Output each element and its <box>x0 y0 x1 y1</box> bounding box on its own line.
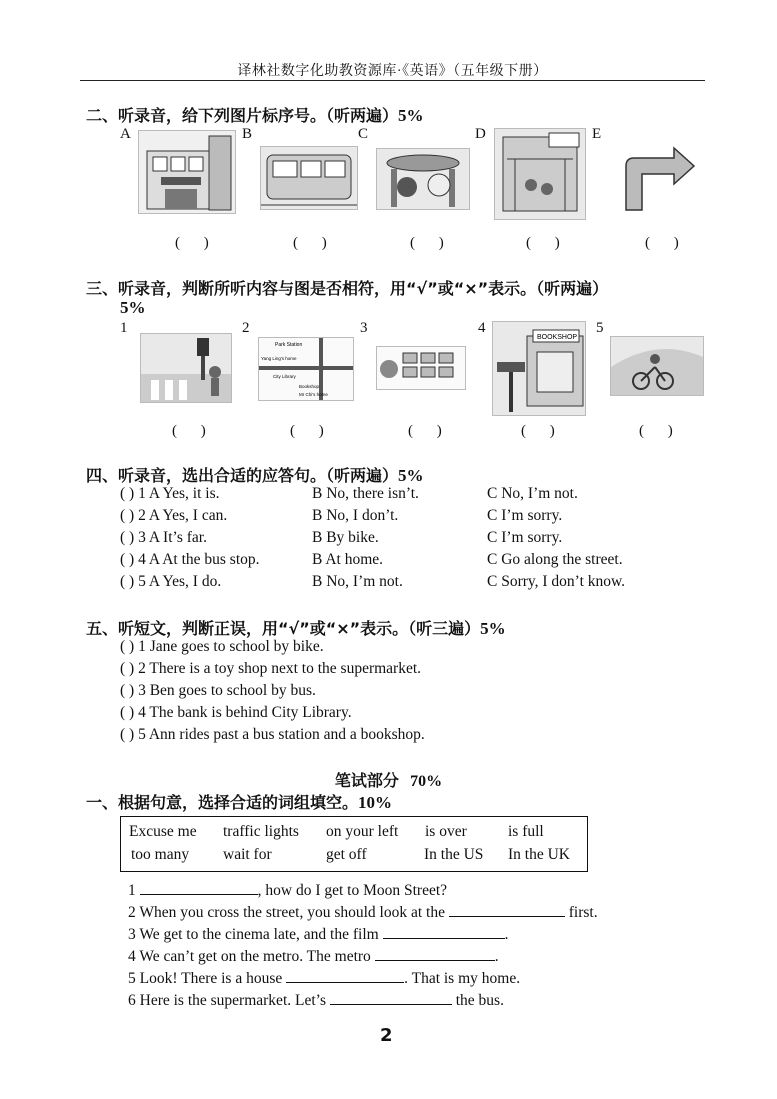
fill-item-3 <box>128 924 508 944</box>
map-label-park-station: Park Station <box>275 342 303 348</box>
section4-title <box>86 463 424 486</box>
fill-4-blank[interactable] <box>375 946 495 961</box>
section3-pct-text: 5% <box>120 298 146 317</box>
s4-row-1-c: C No, I’m not. <box>487 485 578 502</box>
bookshop-sign: BOOKSHOP <box>537 334 578 341</box>
s4-row-1-b: B No, there isn’t. <box>312 485 419 502</box>
word-is-over: is over <box>425 823 467 840</box>
section2-title-text: 二、听录音，给下列图片标序号。（听两遍） <box>86 106 399 125</box>
answer-blank-e[interactable]: ( ) <box>645 235 689 251</box>
fill-3-blank[interactable] <box>383 924 505 939</box>
section3-title: 三、听录音，判断所听内容与图是否相符，用“√”或“×”表示。（听两遍） <box>86 279 609 298</box>
fill-6-blank[interactable] <box>330 990 452 1005</box>
section3-pct <box>120 298 146 318</box>
answer-blank-a[interactable]: ( ) <box>175 235 219 251</box>
answer-blank-4[interactable]: ( ) <box>521 423 565 439</box>
pic-letter-d: D <box>475 126 486 142</box>
pic-number-3: 3 <box>360 320 368 336</box>
written-pct: 70% <box>410 773 443 790</box>
s4-row-3-a[interactable]: ( ) 3 A It’s far. <box>120 529 207 546</box>
answer-blank-3[interactable]: ( ) <box>408 423 452 439</box>
s5-row-4[interactable]: ( ) 4 The bank is behind City Library. <box>120 704 352 721</box>
fill-1-pre: 1 <box>128 882 140 899</box>
word-is-full: is full <box>508 823 544 840</box>
s4-row-3-b: B By bike. <box>312 529 379 546</box>
written-title-text: 笔试部分 <box>334 771 399 790</box>
fill-3-post: . <box>504 926 509 943</box>
street-market-picture <box>494 128 586 220</box>
section1-title-text: 一、根据句意，选择合适的词组填空。 <box>86 793 359 812</box>
answer-blank-2[interactable]: ( ) <box>290 423 334 439</box>
section1-title <box>86 790 392 813</box>
fill-item-5 <box>128 968 520 988</box>
fill-4-pre: 4 We can’t get on the metro. The metro <box>128 948 375 965</box>
page-number: 2 <box>380 1025 393 1046</box>
section1-pct: 10% <box>358 793 393 812</box>
pic-letter-a: A <box>120 126 131 142</box>
word-on-your-left: on your left <box>326 823 399 840</box>
s4-row-4-b: B At home. <box>312 551 384 568</box>
word-traffic-lights: traffic lights <box>223 823 299 840</box>
word-wait-for: wait for <box>223 846 272 863</box>
fill-1-blank[interactable] <box>140 880 258 895</box>
pic-number-4: 4 <box>478 320 486 336</box>
map-label-yang-ling-home: Yang Ling's home <box>261 356 297 361</box>
turn-right-arrow-picture <box>612 140 704 214</box>
cinema-picture <box>138 130 236 214</box>
pic-number-1: 1 <box>120 320 128 336</box>
word-excuse-me: Excuse me <box>129 823 197 840</box>
word-too-many: too many <box>131 846 190 863</box>
train-picture <box>260 146 358 210</box>
section4-title-text: 四、听录音，选出合适的应答句。（听两遍） <box>86 466 399 485</box>
s5-row-3[interactable]: ( ) 3 Ben goes to school by bus. <box>120 682 316 699</box>
s4-row-2-a[interactable]: ( ) 2 A Yes, I can. <box>120 507 228 524</box>
pic-number-5: 5 <box>596 320 604 336</box>
fill-5-blank[interactable] <box>286 968 404 983</box>
s4-row-5-a[interactable]: ( ) 5 A Yes, I do. <box>120 573 222 590</box>
written-part-title <box>0 768 777 791</box>
fill-5-pre: 5 Look! There is a house <box>128 970 287 987</box>
s5-row-1[interactable]: ( ) 1 Jane goes to school by bike. <box>120 638 324 655</box>
map-label-bookshop: Bookshop <box>299 384 320 389</box>
answer-blank-b[interactable]: ( ) <box>293 235 337 251</box>
page-header: 译林社数字化助教资源库·《英语》（五年级下册） <box>237 64 548 79</box>
s5-row-2[interactable]: ( ) 2 There is a toy shop next to the supermarket. <box>120 660 422 677</box>
street-map-picture <box>258 337 354 401</box>
map-label-city-library: City Library <box>273 374 296 379</box>
bookshop-picture <box>492 321 586 416</box>
s4-row-5-b: B No, I’m not. <box>312 573 403 590</box>
s5-row-5[interactable]: ( ) 5 Ann rides past a bus station and a bookshop. <box>120 726 425 743</box>
word-in-the-us: In the US <box>424 846 484 863</box>
word-in-the-uk: In the UK <box>508 846 570 863</box>
section2-title <box>86 103 424 126</box>
s4-row-1-a[interactable]: ( ) 1 A Yes, it is. <box>120 485 220 502</box>
section4-pct: 5% <box>398 466 424 485</box>
pic-letter-b: B <box>242 126 253 142</box>
s4-row-5-c: C Sorry, I don’t know. <box>487 573 626 590</box>
header-divider <box>80 80 705 81</box>
section5-title-text: 五、听短文，判断正误，用“√”或“×”表示。（听三遍） <box>86 619 481 638</box>
answer-blank-1[interactable]: ( ) <box>172 423 216 439</box>
fill-4-post: . <box>494 948 499 965</box>
fill-item-2 <box>128 902 598 922</box>
section5-title <box>86 616 506 639</box>
zoo-picture <box>376 148 470 210</box>
answer-blank-5[interactable]: ( ) <box>639 423 683 439</box>
fill-2-pre: 2 When you cross the street, you should look at the <box>128 904 449 921</box>
fill-2-post: first. <box>564 904 598 921</box>
answer-blank-c[interactable]: ( ) <box>410 235 454 251</box>
fill-1-post: , how do I get to Moon Street? <box>257 882 448 899</box>
word-get-off: get off <box>326 846 367 863</box>
cycling-picture <box>610 336 704 396</box>
s4-row-4-a[interactable]: ( ) 4 A At the bus stop. <box>120 551 260 568</box>
fill-5-post: . That is my home. <box>404 970 521 987</box>
fill-item-4 <box>128 946 499 966</box>
answer-blank-d[interactable]: ( ) <box>526 235 570 251</box>
pic-number-2: 2 <box>242 320 250 336</box>
map-label-mr-chi-home: Mr Chi's home <box>299 392 328 397</box>
s4-row-3-c: C I’m sorry. <box>487 529 563 546</box>
s4-row-2-b: B No, I don’t. <box>312 507 399 524</box>
crossing-picture <box>140 333 232 403</box>
word-bank-box <box>120 816 588 872</box>
s4-row-4-c: C Go along the street. <box>487 551 623 568</box>
bus-tickets-picture <box>376 346 466 390</box>
s4-row-2-c: C I’m sorry. <box>487 507 563 524</box>
fill-item-6 <box>128 990 504 1010</box>
pic-letter-c: C <box>358 126 369 142</box>
fill-3-pre: 3 We get to the cinema late, and the film <box>128 926 383 943</box>
fill-6-post: the bus. <box>451 992 504 1009</box>
fill-2-blank[interactable] <box>449 902 565 917</box>
section5-pct: 5% <box>480 619 506 638</box>
section2-pct: 5% <box>398 106 424 125</box>
pic-letter-e: E <box>592 126 602 142</box>
fill-item-1 <box>128 880 447 900</box>
fill-6-pre: 6 Here is the supermarket. Let’s <box>128 992 330 1009</box>
